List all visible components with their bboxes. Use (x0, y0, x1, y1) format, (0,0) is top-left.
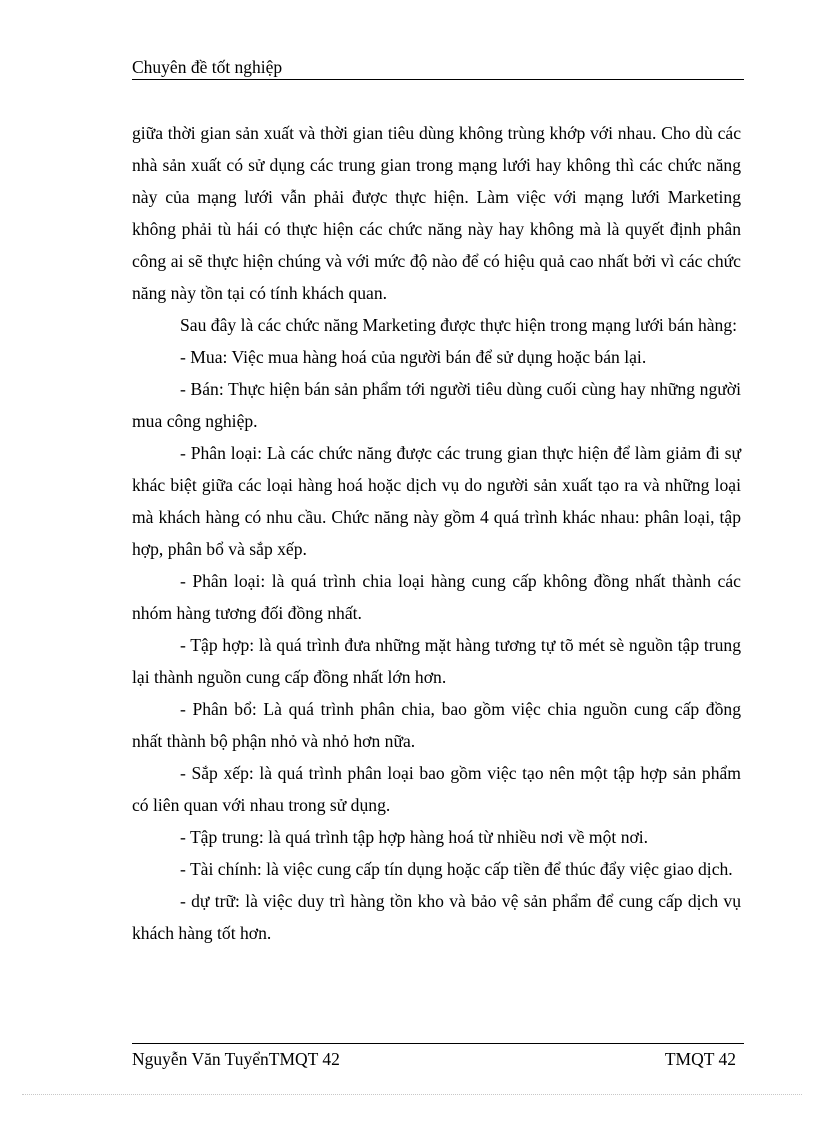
paragraph: - Phân loại: Là các chức năng được các trung gian thực hiện để làm giảm đi sự khác biệt giữa các loại hàng hoá hoặc dịch vụ do người sản xuất tạo ra và những loại mà khách hàng có nhu cầu. Chức năng này gồm 4 quá trình khác nhau: phân loại, tập hợp, phân bổ và sắp xếp. (132, 443, 741, 559)
footer-class: TMQT 42 (664, 1049, 736, 1069)
paragraph: - Phân loại: là quá trình chia loại hàng cung cấp không đồng nhất thành các nhóm hàng tương đối đồng nhất. (132, 571, 741, 623)
paragraph: giữa thời gian sản xuất và thời gian tiêu dùng không trùng khớp với nhau. Cho dù các nhà sản xuất có sử dụng các trung gian trong mạng lưới hay không thì các chức năng này của mạng lưới vẫn phải được thực hiện. Làm việc với mạng lưới Marketing không phải tù hái có thực hiện các chức năng này hay không mà là quyết định phân công ai sẽ thực hiện chúng và với mức độ nào để có hiệu quả cao nhất bởi vì các chức năng này tồn tại có tính khách quan. (132, 123, 741, 303)
document-body (132, 117, 741, 949)
paragraph: - Sắp xếp: là quá trình phân loại bao gồm việc tạo nên một tập hợp sản phẩm có liên quan với nhau trong sử dụng. (132, 763, 741, 815)
page-edge-divider (22, 1094, 802, 1095)
footer-row (132, 1044, 744, 1075)
page-footer (132, 1043, 744, 1075)
header-divider (132, 79, 744, 80)
page-header (132, 56, 744, 80)
header-title: Chuyên đề tốt nghiệp (132, 57, 283, 77)
paragraph: - Tài chính: là việc cung cấp tín dụng hoặc cấp tiền để thúc đẩy việc giao dịch. (180, 859, 733, 879)
footer-author: Nguyễn Văn TuyểnTMQT 42 (132, 1049, 340, 1069)
paragraph: - Bán: Thực hiện bán sản phẩm tới người tiêu dùng cuối cùng hay những người mua công nghiệp. (132, 379, 741, 431)
paragraph: - Tập hợp: là quá trình đưa những mặt hàng tương tự tõ mét sè nguồn tập trung lại thành nguồn cung cấp đồng nhất lớn hơn. (132, 635, 741, 687)
paragraph: - dự trữ: là việc duy trì hàng tồn kho và bảo vệ sản phẩm để cung cấp dịch vụ khách hàng tốt hơn. (132, 891, 741, 943)
paragraph: Sau đây là các chức năng Marketing được thực hiện trong mạng lưới bán hàng: (180, 315, 738, 335)
paragraph: - Tập trung: là quá trình tập hợp hàng hoá từ nhiều nơi về một nơi. (180, 827, 649, 847)
paragraph: - Phân bổ: Là quá trình phân chia, bao gồm việc chia nguồn cung cấp đồng nhất thành bộ phận nhỏ và nhỏ hơn nữa. (132, 699, 741, 751)
paragraph: - Mua: Việc mua hàng hoá của người bán để sử dụng hoặc bán lại. (180, 347, 647, 367)
